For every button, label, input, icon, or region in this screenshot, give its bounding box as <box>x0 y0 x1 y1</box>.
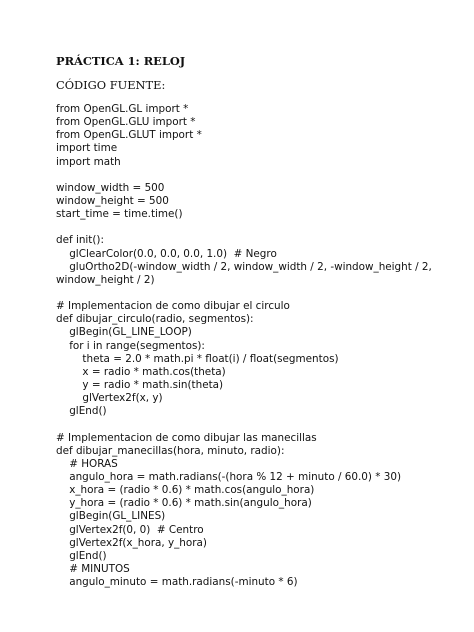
code-line: glEnd() <box>56 549 107 562</box>
code-line: glVertex2f(x, y) <box>56 392 163 405</box>
code-line: from OpenGL.GLUT import * <box>56 129 202 142</box>
code-line: window_height = 500 <box>56 194 169 207</box>
source-code-block <box>56 103 474 589</box>
code-line: glBegin(GL_LINE_LOOP) <box>56 326 192 339</box>
code-line: glVertex2f(x_hora, y_hora) <box>56 536 207 549</box>
document-title: PRÁCTICA 1: RELOJ <box>56 54 186 68</box>
code-line: def dibujar_manecillas(hora, minuto, radio): <box>56 444 285 457</box>
code-line: glEnd() <box>56 405 107 418</box>
code-line: y = radio * math.sin(theta) <box>56 378 224 391</box>
code-line: def dibujar_circulo(radio, segmentos): <box>56 313 254 326</box>
code-line: glVertex2f(0, 0) # Centro <box>56 523 204 536</box>
code-line: # MINUTOS <box>56 562 130 575</box>
code-line: window_height / 2) <box>56 273 155 286</box>
code-line <box>56 169 474 182</box>
code-line: from OpenGL.GLU import * <box>56 116 196 129</box>
code-line: glClearColor(0.0, 0.0, 0.0, 1.0) # Negro <box>56 247 277 260</box>
code-line: x_hora = (radio * 0.6) * math.cos(angulo_hora) <box>56 484 315 497</box>
code-line: x = radio * math.cos(theta) <box>56 365 226 378</box>
code-line: start_time = time.time() <box>56 208 183 221</box>
code-line: for i in range(segmentos): <box>56 339 205 352</box>
code-line: # Implementacion de como dibujar el circulo <box>56 300 290 313</box>
code-line: y_hora = (radio * 0.6) * math.sin(angulo_hora) <box>56 497 312 510</box>
code-line: # HORAS <box>56 457 118 470</box>
code-line: angulo_hora = math.radians(-(hora % 12 + minuto / 60.0) * 30) <box>56 470 402 483</box>
code-line: import time <box>56 142 118 155</box>
code-line: # Implementacion de como dibujar las manecillas <box>56 431 317 444</box>
code-line: theta = 2.0 * math.pi * float(i) / float(segmentos) <box>56 352 339 365</box>
code-line: def init(): <box>56 234 104 247</box>
code-line <box>56 287 474 300</box>
code-line: from OpenGL.GL import * <box>56 103 189 115</box>
code-line <box>56 221 474 234</box>
document-subtitle: CÓDIGO FUENTE: <box>56 78 166 92</box>
code-line: window_width = 500 <box>56 181 165 194</box>
code-line: import math <box>56 155 121 168</box>
code-line: glBegin(GL_LINES) <box>56 510 166 523</box>
code-line: angulo_minuto = math.radians(-minuto * 6) <box>56 576 298 589</box>
code-line: gluOrtho2D(-window_width / 2, window_width / 2, -window_height / 2, <box>56 260 432 273</box>
code-line <box>56 418 474 431</box>
